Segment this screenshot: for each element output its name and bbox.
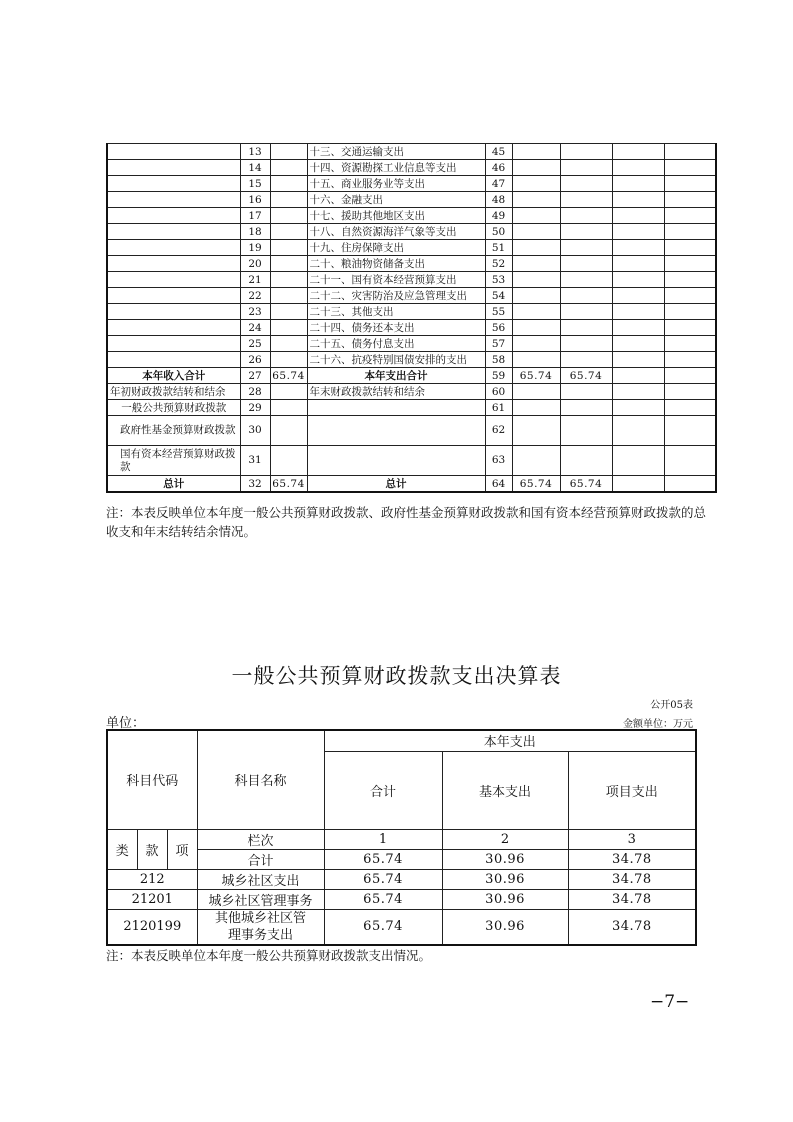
empty-cell bbox=[107, 240, 240, 256]
project-value: 34.78 bbox=[568, 889, 696, 909]
empty-cell bbox=[270, 192, 307, 208]
empty-cell bbox=[107, 288, 240, 304]
table-row bbox=[107, 192, 716, 208]
empty-cell bbox=[270, 384, 307, 400]
empty-cell bbox=[612, 192, 664, 208]
empty-cell bbox=[664, 208, 716, 224]
empty-cell bbox=[512, 256, 560, 272]
empty-cell bbox=[307, 416, 485, 446]
empty-cell bbox=[664, 384, 716, 400]
row-number: 54 bbox=[485, 288, 512, 304]
empty-cell bbox=[512, 288, 560, 304]
row-number: 14 bbox=[240, 160, 270, 176]
empty-cell bbox=[270, 240, 307, 256]
project-value: 34.78 bbox=[568, 909, 696, 945]
state-capital-label: 国有资本经营预算财政拨款 bbox=[107, 446, 240, 476]
empty-cell bbox=[512, 416, 560, 446]
row-number: 23 bbox=[240, 304, 270, 320]
header-row-1 bbox=[107, 730, 696, 751]
table-row bbox=[107, 336, 716, 352]
grand-total-exp-label: 总计 bbox=[307, 476, 485, 493]
empty-cell bbox=[560, 320, 612, 336]
empty-cell bbox=[664, 240, 716, 256]
empty-cell bbox=[664, 400, 716, 416]
expense-item-name: 十五、商业服务业等支出 bbox=[307, 176, 485, 192]
empty-cell bbox=[560, 336, 612, 352]
empty-cell bbox=[560, 272, 612, 288]
row-number: 32 bbox=[240, 476, 270, 493]
empty-cell bbox=[107, 320, 240, 336]
row-number: 27 bbox=[240, 368, 270, 384]
empty-cell bbox=[664, 476, 716, 493]
total-value: 65.74 bbox=[324, 869, 442, 889]
row-number: 52 bbox=[485, 256, 512, 272]
row-number: 16 bbox=[240, 192, 270, 208]
page-title: 一般公共预算财政拨款支出决算表 bbox=[231, 664, 562, 688]
row-number: 25 bbox=[240, 336, 270, 352]
empty-cell bbox=[107, 336, 240, 352]
empty-cell bbox=[560, 192, 612, 208]
expense-item-name: 二十五、债务付息支出 bbox=[307, 336, 485, 352]
empty-cell bbox=[107, 176, 240, 192]
empty-cell bbox=[664, 288, 716, 304]
empty-cell bbox=[512, 208, 560, 224]
empty-cell bbox=[612, 400, 664, 416]
empty-cell bbox=[664, 256, 716, 272]
empty-cell bbox=[512, 384, 560, 400]
empty-cell bbox=[612, 384, 664, 400]
total-value: 65.74 bbox=[324, 909, 442, 945]
basic-value: 30.96 bbox=[442, 909, 568, 945]
empty-cell bbox=[307, 400, 485, 416]
subject-code: 2120199 bbox=[107, 909, 197, 945]
empty-cell bbox=[664, 224, 716, 240]
empty-cell bbox=[612, 176, 664, 192]
empty-cell bbox=[560, 288, 612, 304]
table-row bbox=[107, 256, 716, 272]
row-number: 61 bbox=[485, 400, 512, 416]
empty-cell bbox=[512, 320, 560, 336]
empty-cell bbox=[270, 446, 307, 476]
table-row bbox=[107, 240, 716, 256]
empty-cell bbox=[612, 368, 664, 384]
row-number: 57 bbox=[485, 336, 512, 352]
carry-over-row bbox=[107, 384, 716, 400]
empty-cell bbox=[612, 476, 664, 493]
table-row bbox=[107, 208, 716, 224]
table-row bbox=[107, 352, 716, 368]
state-capital-row bbox=[107, 446, 716, 476]
gov-fund-label: 政府性基金预算财政拨款 bbox=[107, 416, 240, 446]
expense-item-name: 二十、粮油物资储备支出 bbox=[307, 256, 485, 272]
expense-item-name: 二十四、债务还本支出 bbox=[307, 320, 485, 336]
expense-item-name: 二十三、其他支出 bbox=[307, 304, 485, 320]
empty-cell bbox=[512, 224, 560, 240]
empty-cell bbox=[307, 446, 485, 476]
empty-cell bbox=[512, 446, 560, 476]
row-number: 46 bbox=[485, 160, 512, 176]
expense-item-name: 十四、资源勘探工业信息等支出 bbox=[307, 160, 485, 176]
gov-fund-row bbox=[107, 416, 716, 446]
grand-total-expense: 65.74 bbox=[512, 476, 560, 493]
empty-cell bbox=[664, 368, 716, 384]
row-number: 53 bbox=[485, 272, 512, 288]
row-number: 24 bbox=[240, 320, 270, 336]
expense-item-name: 十七、援助其他地区支出 bbox=[307, 208, 485, 224]
carry-begin-label: 年初财政拨款结转和结余 bbox=[107, 384, 240, 400]
row-number: 18 bbox=[240, 224, 270, 240]
empty-cell bbox=[560, 416, 612, 446]
empty-cell bbox=[560, 384, 612, 400]
row-number: 58 bbox=[485, 352, 512, 368]
expense-item-name: 十六、金融支出 bbox=[307, 192, 485, 208]
project-value: 34.78 bbox=[568, 869, 696, 889]
table-row bbox=[107, 889, 696, 909]
empty-cell bbox=[107, 208, 240, 224]
basic-value: 30.96 bbox=[442, 849, 568, 869]
expense-item-name: 十三、交通运输支出 bbox=[307, 144, 485, 160]
empty-cell bbox=[270, 176, 307, 192]
grand-total-general: 65.74 bbox=[560, 476, 612, 493]
empty-cell bbox=[560, 304, 612, 320]
empty-cell bbox=[107, 304, 240, 320]
empty-cell bbox=[270, 400, 307, 416]
empty-cell bbox=[512, 272, 560, 288]
empty-cell bbox=[560, 400, 612, 416]
empty-cell bbox=[107, 272, 240, 288]
table-note: 注：本表反映单位本年度一般公共预算财政拨款支出情况。 bbox=[106, 948, 432, 963]
empty-cell bbox=[270, 336, 307, 352]
grand-total-label: 总计 bbox=[107, 476, 240, 493]
subject-name: 其他城乡社区管理事务支出 bbox=[197, 909, 324, 945]
table-note: 注：本表反映单位本年度一般公共预算财政拨款、政府性基金预算财政拨款和国有资本经营预算财政拨款的总收支和年末结转结余情况。 bbox=[106, 505, 707, 539]
empty-cell bbox=[512, 192, 560, 208]
page-number: −7− bbox=[650, 992, 690, 1012]
row-number: 47 bbox=[485, 176, 512, 192]
table-row bbox=[107, 304, 716, 320]
empty-cell bbox=[107, 144, 240, 160]
row-number: 26 bbox=[240, 352, 270, 368]
general-budget-row bbox=[107, 400, 716, 416]
empty-cell bbox=[512, 160, 560, 176]
empty-cell bbox=[560, 352, 612, 368]
expense-item-name: 十九、住房保障支出 bbox=[307, 240, 485, 256]
row-number: 28 bbox=[240, 384, 270, 400]
column-index-2: 2 bbox=[442, 829, 568, 849]
empty-cell bbox=[560, 240, 612, 256]
empty-cell bbox=[270, 224, 307, 240]
basic-value: 30.96 bbox=[442, 889, 568, 909]
project-expense-header: 项目支出 bbox=[568, 751, 696, 829]
money-unit-label: 金额单位：万元 bbox=[623, 719, 693, 730]
empty-cell bbox=[664, 160, 716, 176]
income-total-row bbox=[107, 368, 716, 384]
row-number: 30 bbox=[240, 416, 270, 446]
row-number: 64 bbox=[485, 476, 512, 493]
expense-total-general: 65.74 bbox=[560, 368, 612, 384]
empty-cell bbox=[664, 144, 716, 160]
expense-total-label: 本年支出合计 bbox=[307, 368, 485, 384]
expense-item-name: 二十一、国有资本经营预算支出 bbox=[307, 272, 485, 288]
year-expense-header: 本年支出 bbox=[324, 730, 696, 751]
row-number: 29 bbox=[240, 400, 270, 416]
table-row bbox=[107, 176, 716, 192]
row-number: 19 bbox=[240, 240, 270, 256]
empty-cell bbox=[664, 336, 716, 352]
project-value: 34.78 bbox=[568, 849, 696, 869]
empty-cell bbox=[560, 160, 612, 176]
table-row bbox=[107, 288, 716, 304]
unit-label: 单位： bbox=[106, 716, 146, 731]
table-row bbox=[107, 320, 716, 336]
carry-end-label: 年末财政拨款结转和结余 bbox=[307, 384, 485, 400]
table-row bbox=[107, 272, 716, 288]
income-expenditure-table-body bbox=[107, 144, 716, 493]
empty-cell bbox=[512, 240, 560, 256]
row-number: 45 bbox=[485, 144, 512, 160]
row-number: 63 bbox=[485, 446, 512, 476]
empty-cell bbox=[664, 446, 716, 476]
table-row bbox=[107, 160, 716, 176]
empty-cell bbox=[664, 272, 716, 288]
empty-cell bbox=[560, 224, 612, 240]
empty-cell bbox=[512, 352, 560, 368]
income-expenditure-table bbox=[106, 143, 717, 493]
subject-name: 城乡社区管理事务 bbox=[197, 889, 324, 909]
empty-cell bbox=[107, 352, 240, 368]
row-number: 51 bbox=[485, 240, 512, 256]
row-number: 59 bbox=[485, 368, 512, 384]
empty-cell bbox=[612, 336, 664, 352]
empty-cell bbox=[612, 240, 664, 256]
row-number: 48 bbox=[485, 192, 512, 208]
table-row bbox=[107, 224, 716, 240]
empty-cell bbox=[612, 224, 664, 240]
row-number: 20 bbox=[240, 256, 270, 272]
empty-cell bbox=[612, 320, 664, 336]
empty-cell bbox=[612, 304, 664, 320]
subject-name-header: 科目名称 bbox=[197, 730, 324, 829]
empty-cell bbox=[612, 288, 664, 304]
empty-cell bbox=[270, 320, 307, 336]
empty-cell bbox=[664, 352, 716, 368]
table-row bbox=[107, 144, 716, 160]
column-index-3: 3 bbox=[568, 829, 696, 849]
section-header: 款 bbox=[137, 829, 167, 869]
empty-cell bbox=[512, 336, 560, 352]
subject-code: 21201 bbox=[107, 889, 197, 909]
empty-cell bbox=[664, 416, 716, 446]
empty-cell bbox=[664, 304, 716, 320]
empty-cell bbox=[512, 144, 560, 160]
empty-cell bbox=[270, 416, 307, 446]
row-number: 50 bbox=[485, 224, 512, 240]
income-total-label: 本年收入合计 bbox=[107, 368, 240, 384]
row-number: 60 bbox=[485, 384, 512, 400]
empty-cell bbox=[612, 416, 664, 446]
empty-cell bbox=[612, 446, 664, 476]
expense-total-amount: 65.74 bbox=[512, 368, 560, 384]
empty-cell bbox=[664, 192, 716, 208]
subject-code-header: 科目代码 bbox=[107, 730, 197, 829]
basic-value: 30.96 bbox=[442, 869, 568, 889]
empty-cell bbox=[612, 144, 664, 160]
subject-name: 合计 bbox=[197, 849, 324, 869]
expense-item-name: 二十二、灾害防治及应急管理支出 bbox=[307, 288, 485, 304]
basic-expense-header: 基本支出 bbox=[442, 751, 568, 829]
row-number: 56 bbox=[485, 320, 512, 336]
empty-cell bbox=[612, 272, 664, 288]
empty-cell bbox=[560, 256, 612, 272]
grand-total-income: 65.74 bbox=[270, 476, 307, 493]
item-header: 项 bbox=[167, 829, 197, 869]
empty-cell bbox=[270, 288, 307, 304]
empty-cell bbox=[107, 192, 240, 208]
total-header: 合计 bbox=[324, 751, 442, 829]
row-number: 55 bbox=[485, 304, 512, 320]
empty-cell bbox=[664, 176, 716, 192]
income-total-amount: 65.74 bbox=[270, 368, 307, 384]
empty-cell bbox=[512, 176, 560, 192]
general-budget-expenditure-table bbox=[106, 729, 697, 946]
category-header: 类 bbox=[107, 829, 137, 869]
total-value: 65.74 bbox=[324, 849, 442, 869]
table-row bbox=[107, 869, 696, 889]
general-budget-label: 一般公共预算财政拨款 bbox=[107, 400, 240, 416]
empty-cell bbox=[270, 208, 307, 224]
column-index-label: 栏次 bbox=[197, 829, 324, 849]
subject-code: 212 bbox=[107, 869, 197, 889]
row-number: 17 bbox=[240, 208, 270, 224]
empty-cell bbox=[560, 176, 612, 192]
empty-cell bbox=[107, 256, 240, 272]
empty-cell bbox=[270, 144, 307, 160]
form-number: 公开05表 bbox=[650, 700, 693, 711]
empty-cell bbox=[270, 272, 307, 288]
empty-cell bbox=[512, 304, 560, 320]
row-number: 21 bbox=[240, 272, 270, 288]
empty-cell bbox=[107, 224, 240, 240]
empty-cell bbox=[270, 352, 307, 368]
empty-cell bbox=[612, 208, 664, 224]
row-number: 62 bbox=[485, 416, 512, 446]
total-value: 65.74 bbox=[324, 889, 442, 909]
empty-cell bbox=[512, 400, 560, 416]
empty-cell bbox=[612, 256, 664, 272]
row-number: 13 bbox=[240, 144, 270, 160]
expense-item-name: 十八、自然资源海洋气象等支出 bbox=[307, 224, 485, 240]
empty-cell bbox=[560, 208, 612, 224]
column-index-row bbox=[107, 829, 696, 849]
subject-name: 城乡社区支出 bbox=[197, 869, 324, 889]
empty-cell bbox=[560, 144, 612, 160]
empty-cell bbox=[612, 352, 664, 368]
expense-item-name: 二十六、抗疫特别国债安排的支出 bbox=[307, 352, 485, 368]
empty-cell bbox=[664, 320, 716, 336]
table-row bbox=[107, 909, 696, 945]
row-number: 15 bbox=[240, 176, 270, 192]
row-number: 31 bbox=[240, 446, 270, 476]
column-index-1: 1 bbox=[324, 829, 442, 849]
empty-cell bbox=[270, 160, 307, 176]
grand-total-row bbox=[107, 476, 716, 493]
empty-cell bbox=[107, 160, 240, 176]
row-number: 49 bbox=[485, 208, 512, 224]
empty-cell bbox=[270, 256, 307, 272]
row-number: 22 bbox=[240, 288, 270, 304]
empty-cell bbox=[612, 160, 664, 176]
empty-cell bbox=[560, 446, 612, 476]
empty-cell bbox=[270, 304, 307, 320]
